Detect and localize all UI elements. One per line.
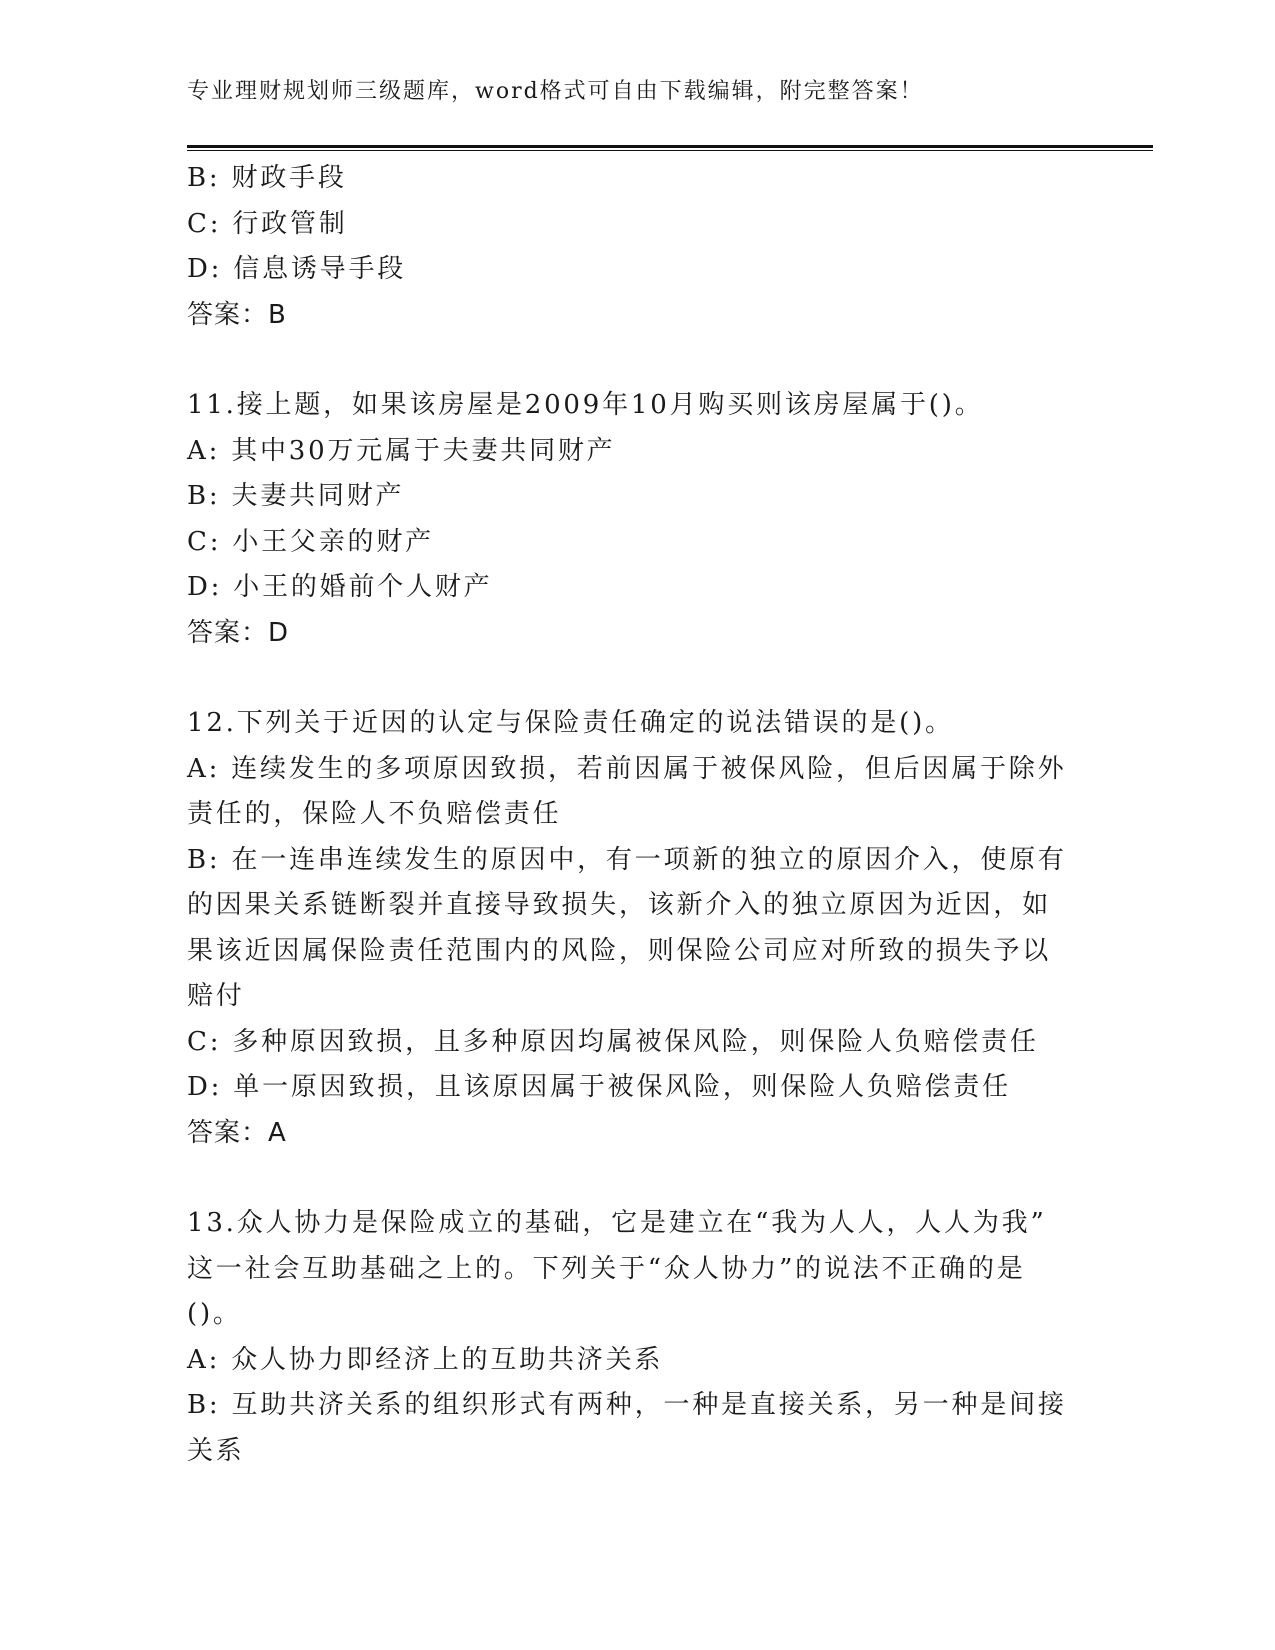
question-13: [187, 1201, 1087, 1474]
option-c: C: 行政管制: [187, 208, 348, 239]
option-line: 责任的，保险人不负赔偿责任: [187, 799, 562, 829]
continued-question: [187, 156, 1087, 338]
page-header: 专业理财规划师三级题库，word格式可自由下载编辑，附完整答案！: [187, 79, 924, 104]
option-d: D: 小王的婚前个人财产: [187, 572, 493, 602]
option-c: C: 多种原因致损，且多种原因均属被保风险，则保险人负赔偿责任: [187, 1026, 1039, 1057]
option-b: B: 财政手段: [187, 163, 347, 193]
question-11: [187, 383, 1087, 656]
answer: 答案：B: [187, 299, 287, 330]
question-stem: ()。: [187, 1299, 242, 1329]
option-line: A: 连续发生的多项原因致损，若前因属于被保风险，但后因属于除外: [187, 753, 1067, 784]
option-b: [187, 1383, 1087, 1474]
question-12: [187, 701, 1087, 1156]
question-stem: 11.接上题，如果该房屋是2009年10月购买则该房屋属于()。: [187, 390, 984, 420]
option-d: D: 信息诱导手段: [187, 254, 407, 284]
document-body: [187, 156, 1087, 1474]
answer: 答案：D: [187, 617, 290, 648]
option-a: [187, 747, 1087, 838]
option-line: 赔付: [187, 981, 245, 1011]
option-line: 关系: [187, 1435, 245, 1466]
header-divider: [187, 145, 1153, 151]
option-line: 的因果关系链断裂并直接导致损失，该新介入的独立原因为近因，如: [187, 890, 1052, 920]
option-b: B: 夫妻共同财产: [187, 481, 405, 511]
question-stem: 12.下列关于近因的认定与保险责任确定的说法错误的是()。: [187, 708, 954, 738]
option-line: B: 在一连串连续发生的原因中，有一项新的独立的原因介入，使原有: [187, 844, 1067, 875]
option-line: 果该近因属保险责任范围内的风险，则保险公司应对所致的损失予以: [187, 935, 1052, 966]
option-b: [187, 838, 1087, 1020]
option-c: C: 小王父亲的财产: [187, 526, 434, 557]
option-d: D: 单一原因致损，且该原因属于被保风险，则保险人负赔偿责任: [187, 1072, 1011, 1102]
question-stem: 这一社会互助基础之上的。下列关于“众人协力”的说法不正确的是: [187, 1253, 1026, 1284]
option-line: B: 互助共济关系的组织形式有两种，一种是直接关系，另一种是间接: [187, 1390, 1067, 1420]
answer: 答案：A: [187, 1117, 287, 1148]
option-a: A: 众人协力即经济上的互助共济关系: [187, 1344, 664, 1375]
question-stem: 13.众人协力是保险成立的基础，它是建立在“我为人人，人人为我”: [187, 1208, 1047, 1238]
option-a: A: 其中30万元属于夫妻共同财产: [187, 435, 616, 466]
